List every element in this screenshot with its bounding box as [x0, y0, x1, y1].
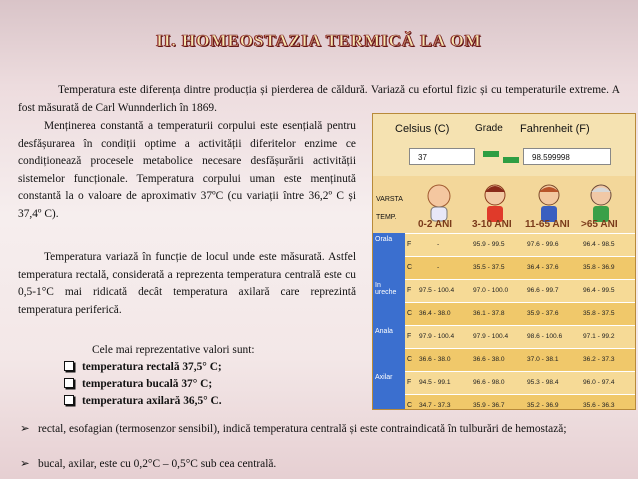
checklist-text: temperatura axilară 36,5° C. — [82, 395, 222, 407]
table-cell: 35.8 - 37.5 — [583, 310, 615, 317]
unit-cell: F — [407, 287, 412, 294]
checklist-item — [64, 359, 222, 376]
homeostasis-paragraph: Menținerea constantă a temperaturii corpului este esențială pentru desfășurarea în condiții optime a activității diferitelor enzime ce condiționează procesele metabolice necesare desfășurării activității sistemelor funcționale. Temperatura corpului uman este menținută constantă la o valoare de aproximativ 37ºC (cu variații între 36,2º C și 37,4º C). — [18, 120, 356, 220]
intro-paragraph: Temperatura este diferența dintre producția și pierderea de căldură. Variază cu efortul fizic și cu temperaturile extreme. A fost măsurată de Carl Wunnderlich în 1869. — [18, 84, 620, 114]
table-cell: 97.9 - 100.4 — [473, 333, 509, 340]
table-cell: 36.2 - 37.3 — [583, 356, 615, 363]
table-cell: 96.0 - 97.4 — [583, 379, 615, 386]
table-cell: 36.4 - 37.6 — [527, 264, 559, 271]
checklist-item — [64, 393, 222, 410]
table-cell: 96.6 - 98.0 — [473, 379, 505, 386]
site-label: Anala — [373, 325, 405, 371]
arrow-bullet-icon: ➢ — [20, 423, 30, 435]
unit-cell: C — [407, 264, 413, 271]
arrow-item-text: bucal, axilar, este cu 0,2°C – 0,5°C sub cea centrală. — [38, 458, 277, 470]
table-row — [405, 256, 635, 279]
arrow-bullet-icon: ➢ — [20, 458, 30, 470]
age-group-label: 0-2 ANI — [418, 219, 453, 230]
table-cell: 97.1 - 99.2 — [583, 333, 615, 340]
table-cell: 96.4 - 98.5 — [583, 241, 615, 248]
convert-arrows-icon — [483, 151, 519, 163]
table-cell: - — [437, 264, 440, 271]
table-cell: 35.8 - 36.9 — [583, 264, 615, 271]
measurement-paragraph: Temperatura variază în funcție de locul unde este măsurată. Astfel temperatura rectală, considerată a reprezenta temperatura centrală este cu 0,5-1°C mai ridicată decât temperatura axilară care reprezintă temperatura periferică. — [18, 251, 356, 316]
table-cell: 34.7 - 37.3 — [419, 402, 451, 409]
table-row — [405, 233, 635, 256]
age-group-label: 11-65 ANI — [525, 219, 570, 230]
table-cell: 97.0 - 100.0 — [473, 287, 509, 294]
temperature-rows — [373, 233, 635, 410]
checklist-text: temperatura bucală 37° C; — [82, 378, 213, 390]
table-cell: 36.1 - 37.8 — [473, 310, 505, 317]
table-cell: 97.9 - 100.4 — [419, 333, 455, 340]
site-label: Axilar — [373, 371, 405, 410]
table-row — [405, 302, 635, 325]
table-header — [373, 114, 635, 176]
checklist-item — [64, 376, 212, 393]
site-block — [373, 371, 635, 410]
table-cell: 35.9 - 36.7 — [473, 402, 505, 409]
table-cell: 35.6 - 36.3 — [583, 402, 615, 409]
fahrenheit-value: 98.599998 — [523, 148, 611, 165]
unit-cell: F — [407, 241, 412, 248]
temp-label: TEMP. — [376, 214, 397, 221]
table-row — [405, 348, 635, 371]
arrow-item-text: rectal, esofagian (termosenzor sensibil), indică temperatura centrală și este contraindicată în tulburări de hemostază; — [38, 423, 567, 435]
unit-cell: C — [407, 356, 413, 363]
checkbox-icon — [64, 378, 74, 388]
table-row — [405, 371, 635, 394]
table-cell: 95.3 - 98.4 — [527, 379, 559, 386]
table-cell: 98.6 - 100.6 — [527, 333, 563, 340]
site-block — [373, 325, 635, 371]
table-cell: 35.9 - 37.6 — [527, 310, 559, 317]
table-cell: 97.5 - 100.4 — [419, 287, 455, 294]
unit-cell: C — [407, 310, 413, 317]
slide-title: II. HOMEOSTAZIA TERMICĂ LA OM — [156, 31, 482, 50]
table-row — [405, 325, 635, 348]
table-row — [405, 279, 635, 302]
table-cell: 36.6 - 38.0 — [419, 356, 451, 363]
unit-cell: C — [407, 402, 413, 409]
table-cell: 36.4 - 38.0 — [419, 310, 451, 317]
celsius-value: 37 — [409, 148, 475, 165]
checkbox-icon — [64, 395, 74, 405]
site-block — [373, 279, 635, 325]
table-row — [405, 394, 635, 410]
table-cell: 95.9 - 99.5 — [473, 241, 505, 248]
arrow-list-item — [20, 421, 618, 438]
temperature-table-image — [372, 113, 636, 410]
age-group-label: >65 ANI — [581, 219, 618, 230]
table-cell: 96.6 - 99.7 — [527, 287, 559, 294]
checkbox-icon — [64, 361, 74, 371]
table-cell: 94.5 - 99.1 — [419, 379, 451, 386]
table-cell: 97.6 - 99.6 — [527, 241, 559, 248]
table-cell: 36.6 - 38.0 — [473, 356, 505, 363]
values-intro: Cele mai reprezentative valori sunt: — [92, 344, 255, 356]
table-cell: 35.5 - 37.5 — [473, 264, 505, 271]
age-label: VARSTA — [376, 196, 403, 203]
table-cell: - — [437, 241, 440, 248]
checklist-text: temperatura rectală 37,5° C; — [82, 361, 222, 373]
table-cell: 35.2 - 36.9 — [527, 402, 559, 409]
arrow-list-item — [20, 456, 276, 473]
age-group-label: 3-10 ANI — [472, 219, 512, 230]
site-block — [373, 233, 635, 279]
table-cell: 96.4 - 99.5 — [583, 287, 615, 294]
grade-label: Grade — [475, 123, 503, 134]
site-label: Orala — [373, 233, 405, 279]
fahrenheit-label: Fahrenheit (F) — [520, 123, 590, 135]
celsius-label: Celsius (C) — [395, 123, 450, 135]
table-cell: 37.0 - 38.1 — [527, 356, 559, 363]
unit-cell: F — [407, 379, 412, 386]
unit-cell: F — [407, 333, 412, 340]
site-label: In ureche — [373, 279, 405, 325]
